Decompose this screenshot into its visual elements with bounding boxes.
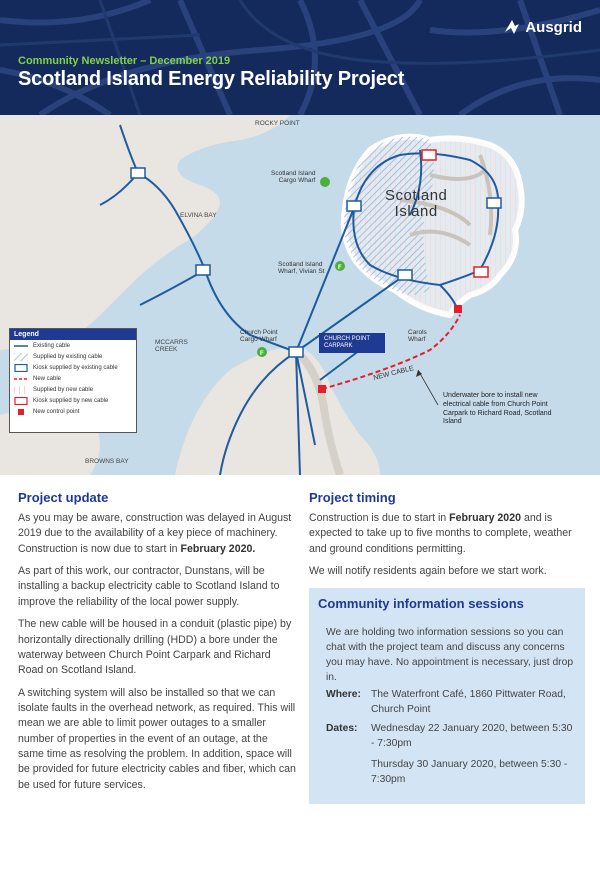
dates-row <box>326 722 576 752</box>
island-name-line1: Scotland <box>385 187 448 204</box>
information-sessions-box <box>309 588 585 804</box>
legend-item-label: New control point <box>33 408 80 415</box>
new-cable-label: NEW CABLE <box>372 365 415 382</box>
dates-label: Dates: <box>326 723 358 734</box>
project-update-section <box>18 490 296 800</box>
project-map <box>0 115 600 475</box>
project-update-paragraph-3: The new cable will be housed in a conduit (plastic pipe) by horizontally directionally drilling (HDD) a bore under the waterway between Church Point Carpark and Richard Road on Scotland Island. <box>18 618 292 677</box>
hatch-red-swatch <box>14 386 28 394</box>
brand-name: Ausgrid <box>525 18 582 36</box>
label-scotland-island-wharf: Scotland Island Wharf, Vivian St <box>278 261 325 276</box>
legend-item <box>10 351 136 362</box>
legend-item <box>10 384 136 395</box>
legend-item <box>10 340 136 351</box>
dates-spacer <box>326 758 371 788</box>
legend-item-label: Supplied by new cable <box>33 386 94 393</box>
project-update-heading: Project update <box>18 490 109 505</box>
paragraph-text: Construction is due to start in <box>309 512 450 524</box>
control-point-swatch <box>14 408 28 416</box>
label-scotland-island-cargo-wharf: Scotland Island Cargo Wharf <box>271 170 316 185</box>
legend-item-label: Supplied by existing cable <box>33 353 103 360</box>
start-date-emphasis: February 2020. <box>180 542 256 555</box>
header-banner <box>0 0 600 115</box>
legend-item <box>10 373 136 384</box>
project-update-paragraph-4: A switching system will also be installed so that we can isolate faults in the overhead network, as required. This will mean we are able to limit power outages to a smaller number of properties in the event of an outage, at the same time as resolving the problem. In addition, space will be provided for future electricity cables and fiber, which can be used for future services. <box>18 686 296 791</box>
kiosk-blue-swatch <box>14 364 28 372</box>
newsletter-kicker: Community Newsletter – December 2019 <box>18 55 231 67</box>
legend-item-label: Existing cable <box>33 342 71 349</box>
project-timing-section <box>309 490 585 586</box>
legend-item-label: New cable <box>33 375 62 382</box>
project-update-paragraph-2: As part of this work, our contractor, Dunstans, will be installing a backup electricity cable to Scotland Island to improve the reliability of the local power supply. <box>18 565 280 608</box>
label-mccarrs-creek: MCCARRS CREEK <box>155 339 188 354</box>
date-1: Wednesday 22 January 2020, between 5:30 - 7:30pm <box>371 723 573 749</box>
paragraph-text: and is expected to take up to five months to complete, weather and ground conditions permitting. <box>309 512 572 555</box>
island-name-line2: Island <box>394 202 438 220</box>
information-sessions-intro: We are holding two information sessions so you can chat with the project team and discuss any concerns you may have. No appointment is necessary, just drop in. <box>326 627 574 683</box>
island-name-label <box>385 188 447 220</box>
project-timing-paragraph-1 <box>309 511 585 557</box>
ausgrid-logo-icon <box>503 18 521 36</box>
where-value: The Waterfront Café, 1860 Pittwater Road, Church Point <box>371 689 566 715</box>
paragraph-text: As you may be aware, construction was delayed in August 2019 due to the availability of a key piece of machinery. Construction is now due to start in <box>18 512 292 555</box>
legend-item <box>10 362 136 373</box>
svg-text:F: F <box>338 265 342 271</box>
label-carols-wharf: Carols Wharf <box>408 329 427 344</box>
svg-text:F: F <box>260 351 264 357</box>
kiosk-red-swatch <box>14 397 28 405</box>
where-label: Where: <box>326 689 361 700</box>
legend-item-label: Kiosk supplied by new cable <box>33 397 109 404</box>
page-title: Scotland Island Energy Reliability Project <box>18 68 405 90</box>
label-rocky-point: ROCKY POINT <box>255 120 300 127</box>
legend-title: Legend <box>10 329 136 340</box>
label-church-point-cargo-wharf: Church Point Cargo Wharf <box>240 329 278 344</box>
project-timing-heading: Project timing <box>309 490 396 505</box>
project-update-paragraph-1 <box>18 511 296 557</box>
legend-item <box>10 406 136 417</box>
project-timing-paragraph-2: We will notify residents again before we start work. <box>309 565 547 578</box>
start-date-emphasis: February 2020 <box>449 512 521 524</box>
hatch-blue-swatch <box>14 353 28 361</box>
label-elvina-bay: ELVINA BAY <box>180 212 217 219</box>
dates-row-2 <box>326 758 576 788</box>
ausgrid-logo <box>503 18 582 36</box>
information-sessions-heading: Community information sessions <box>318 596 524 611</box>
existing-cable-swatch <box>14 342 28 350</box>
where-row <box>326 688 576 718</box>
legend-item-label: Kiosk supplied by existing cable <box>33 364 118 371</box>
church-point-carpark-tag: CHURCH POINT CARPARK <box>319 333 385 353</box>
bore-note: Underwater bore to install new electrical cable from Church Point Carpark to Richard Road, Scotland Island <box>443 392 552 426</box>
legend-item <box>10 395 136 406</box>
label-browns-bay: BROWNS BAY <box>85 458 129 465</box>
new-cable-swatch <box>14 375 28 383</box>
map-legend <box>9 328 137 433</box>
date-2: Thursday 30 January 2020, between 5:30 - 7:30pm <box>371 759 568 785</box>
